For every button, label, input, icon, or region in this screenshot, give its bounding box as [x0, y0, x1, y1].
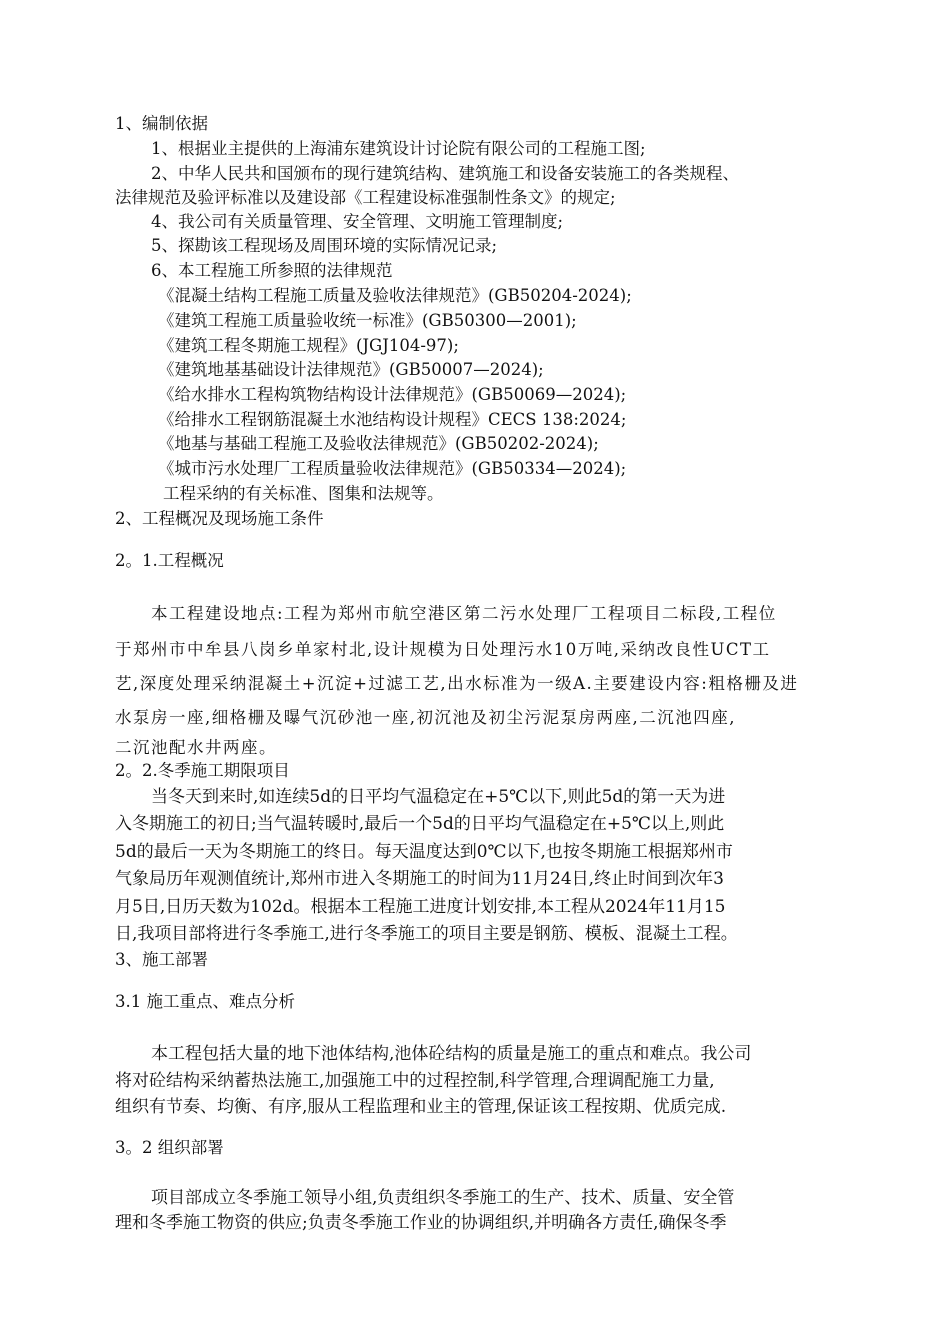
paragraph-line: 本工程建设地点:工程为郑州市航空港区第二污水处理厂工程项目二标段,工程位: [151, 604, 777, 623]
paragraph-line: 艺,深度处理采纳混凝土+沉淀+过滤工艺,出水标准为一级A.主要建设内容:粗格栅及进: [115, 674, 799, 693]
heading-3-2: 3。2 组织部署: [115, 1138, 224, 1157]
paragraph-line: 气象局历年观测值统计,郑州市进入冬期施工的时间为11月24日,终止时间到次年3: [115, 869, 724, 889]
standard-list-item: 《建筑工程施工质量验收统一标准》(GB50300—2001);: [158, 311, 577, 330]
paragraph-line: 工程采纳的有关标准、图集和法规等。: [163, 484, 444, 503]
paragraph-line: 项目部成立冬季施工领导小组,负责组织冬季施工的生产、技术、质量、安全管: [151, 1188, 735, 1208]
paragraph-line: 入冬期施工的初日;当气温转暖时,最后一个5d的日平均气温稳定在+5℃以上,则此: [115, 814, 725, 834]
paragraph-line: 日,我项目部将进行冬季施工,进行冬季施工的项目主要是钢筋、模板、混凝土工程。: [115, 924, 738, 944]
paragraph-line: 5、探勘该工程现场及周围环境的实际情况记录;: [151, 236, 498, 255]
standard-list-item: 《建筑工程冬期施工规程》(JGJ104-97);: [158, 336, 459, 355]
heading-2-1: 2。1.工程概况: [115, 551, 224, 570]
paragraph-line: 本工程包括大量的地下池体结构,池体砼结构的质量是施工的重点和难点。我公司: [151, 1044, 752, 1064]
standard-list-item: 《给水排水工程构筑物结构设计法律规范》(GB50069—2024);: [158, 385, 627, 404]
standard-list-item: 《给排水工程钢筋混凝土水池结构设计规程》CECS 138:2024;: [158, 410, 627, 429]
paragraph-line: 2、中华人民共和国颁布的现行建筑结构、建筑施工和设备安装施工的各类规程、: [151, 164, 739, 183]
paragraph-line: 1、根据业主提供的上海浦东建筑设计讨论院有限公司的工程施工图;: [151, 139, 646, 158]
paragraph-line: 6、本工程施工所参照的法律规范: [151, 261, 393, 280]
paragraph-line: 月5日,日历天数为102d。根据本工程施工进度计划安排,本工程从2024年11月15: [115, 897, 726, 917]
paragraph-line: 当冬天到来时,如连续5d的日平均气温稳定在+5℃以下,则此5d的第一天为进: [151, 787, 726, 807]
paragraph-line: 于郑州市中牟县八岗乡单家村北,设计规模为日处理污水10万吨,采纳改良性UCT工: [115, 640, 771, 659]
standard-list-item: 《地基与基础工程施工及验收法律规范》(GB50202-2024);: [158, 434, 599, 453]
paragraph-line: 5d的最后一天为冬期施工的终日。每天温度达到0℃以下,也按冬期施工根据郑州市: [115, 842, 733, 862]
paragraph-line: 法律规范及验评标准以及建设部《工程建设标准强制性条文》的规定;: [115, 188, 616, 207]
heading-2: 2、工程概况及现场施工条件: [115, 509, 324, 528]
paragraph-line: 理和冬季施工物资的供应;负责冬季施工作业的协调组织,并明确各方责任,确保冬季: [115, 1213, 727, 1233]
heading-3: 3、施工部署: [115, 950, 208, 969]
standard-list-item: 《建筑地基基础设计法律规范》(GB50007—2024);: [158, 360, 544, 379]
heading-1: 1、编制依据: [115, 114, 208, 133]
standard-list-item: 《混凝土结构工程施工质量及验收法律规范》(GB50204-2024);: [158, 286, 632, 305]
paragraph-line: 水泵房一座,细格栅及曝气沉砂池一座,初沉池及初尘污泥泵房两座,二沉池四座,: [115, 708, 736, 727]
heading-2-2: 2。2.冬季施工期限项目: [115, 761, 290, 780]
paragraph-line: 将对砼结构采纳蓄热法施工,加强施工中的过程控制,科学管理,合理调配施工力量,: [115, 1071, 715, 1091]
standard-list-item: 《城市污水处理厂工程质量验收法律规范》(GB50334—2024);: [158, 459, 627, 478]
paragraph-line: 二沉池配水井两座。: [115, 738, 277, 757]
paragraph-line: 4、我公司有关质量管理、安全管理、文明施工管理制度;: [151, 212, 564, 231]
heading-3-1: 3.1 施工重点、难点分析: [115, 992, 295, 1011]
paragraph-line: 组织有节奏、均衡、有序,服从工程监理和业主的管理,保证该工程按期、优质完成.: [115, 1097, 727, 1117]
